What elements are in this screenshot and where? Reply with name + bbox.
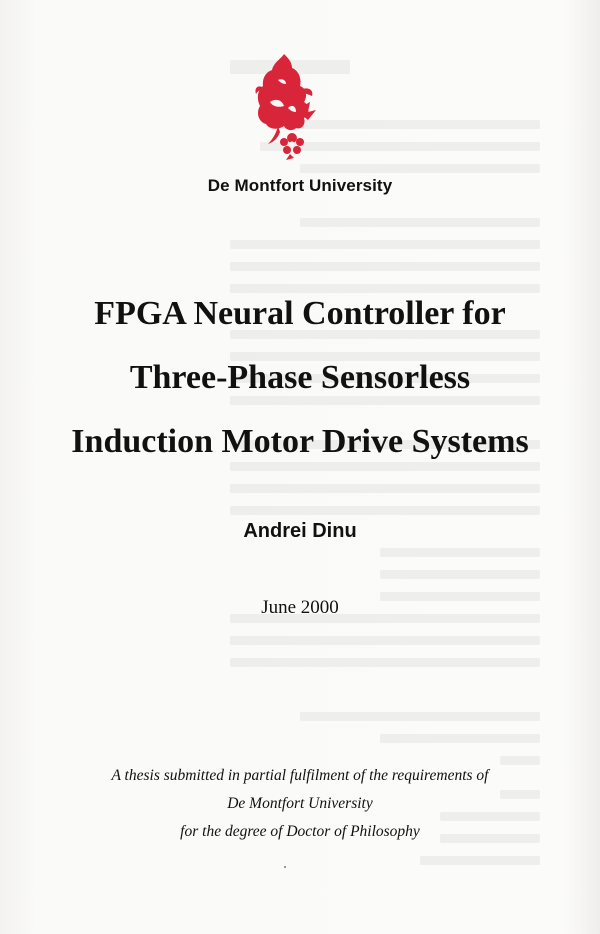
submission-date: June 2000: [261, 597, 339, 618]
thesis-statement-line: for the degree of Doctor of Philosophy: [180, 823, 420, 840]
author-name: Andrei Dinu: [243, 520, 357, 542]
thesis-statement-line: A thesis submitted in partial fulfilment of the requirements of: [111, 767, 489, 784]
thesis-statement-line: De Montfort University: [227, 795, 373, 812]
university-crest-icon: [250, 50, 322, 160]
university-name: De Montfort University: [207, 176, 393, 195]
print-speck: [284, 866, 286, 868]
thesis-statement: [0, 762, 600, 846]
thesis-title-line: Induction Motor Drive Systems: [71, 423, 529, 460]
thesis-title-line: Three-Phase Sensorless: [129, 359, 471, 396]
thesis-title-line: FPGA Neural Controller for: [94, 295, 506, 332]
thesis-title: [0, 282, 600, 474]
